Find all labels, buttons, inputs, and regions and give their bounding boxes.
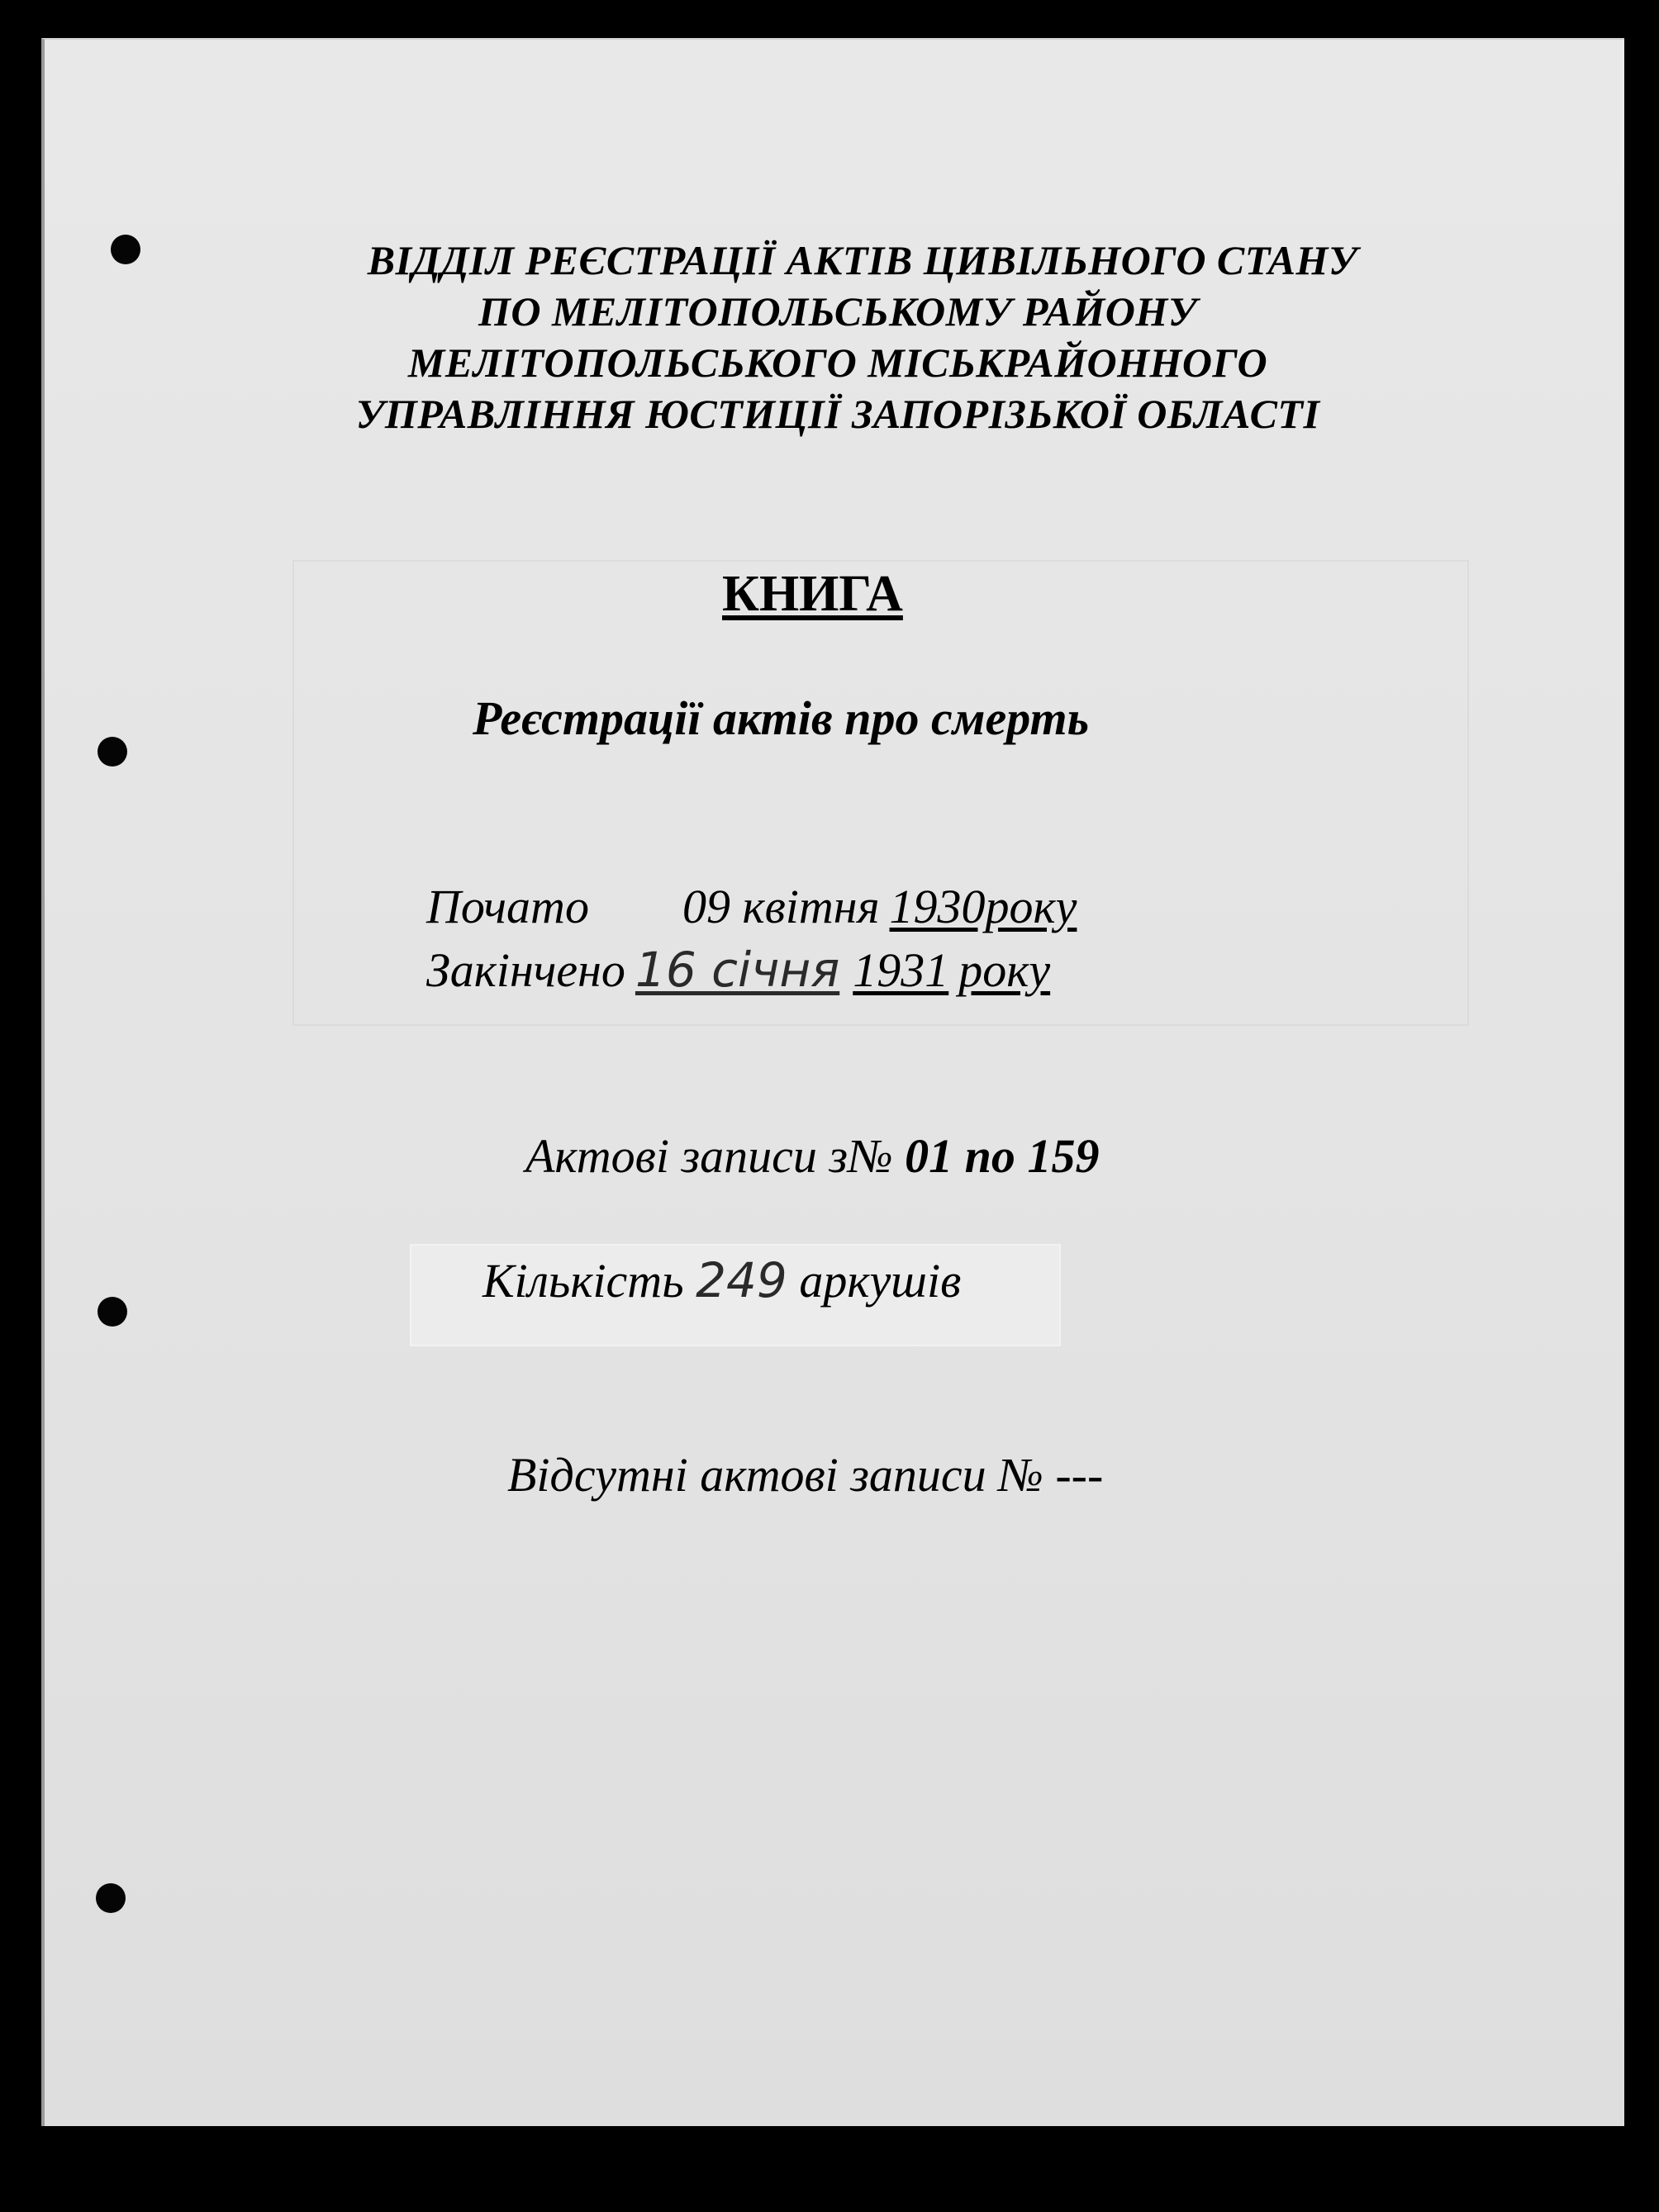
ended-day-month-handwritten: 16 січня [635,942,840,998]
ended-year-suffix: року [958,943,1051,997]
records-to: 159 [1027,1129,1100,1183]
missing-value: --- [1055,1448,1104,1502]
book-title: КНИГА [722,566,903,622]
punch-hole [96,1883,126,1913]
started-day-month: 09 квітня [682,880,880,933]
header-line-2: ПО МЕЛІТОПОЛЬСЬКОМУ РАЙОНУ [478,288,1198,335]
sheet-count-unit: аркушів [799,1254,962,1308]
missing-records [507,1447,1103,1502]
ended-year: 1931 [853,943,949,997]
header-line-1: ВІДДІЛ РЕЄСТРАЦІЇ АКТІВ ЦИВІЛЬНОГО СТАНУ [367,237,1358,283]
ended-field [426,942,1050,998]
started-label: Почато [426,880,589,933]
started-year: 1930року [889,880,1077,933]
sheet-count [482,1252,961,1308]
records-label: Актові записи з№ [525,1129,893,1183]
records-from: 01 [905,1129,953,1183]
ended-label: Закінчено [426,943,625,997]
book-subtitle: Реєстрації актів про смерть [473,691,1090,745]
punch-hole [97,1297,127,1327]
header-line-3: МЕЛІТОПОЛЬСЬКОГО МІСЬКРАЙОННОГО [407,339,1268,386]
header-line-4: УПРАВЛІННЯ ЮСТИЦІЇ ЗАПОРІЗЬКОЇ ОБЛАСТІ [355,391,1320,437]
records-to-word: по [964,1129,1015,1183]
sheet-count-label: Кількість [482,1254,684,1308]
punch-hole [97,737,127,767]
records-range [525,1128,1099,1184]
started-field [426,879,1077,934]
missing-label: Відсутні актові записи № [507,1448,1043,1502]
sheet-count-handwritten: 249 [696,1252,787,1308]
